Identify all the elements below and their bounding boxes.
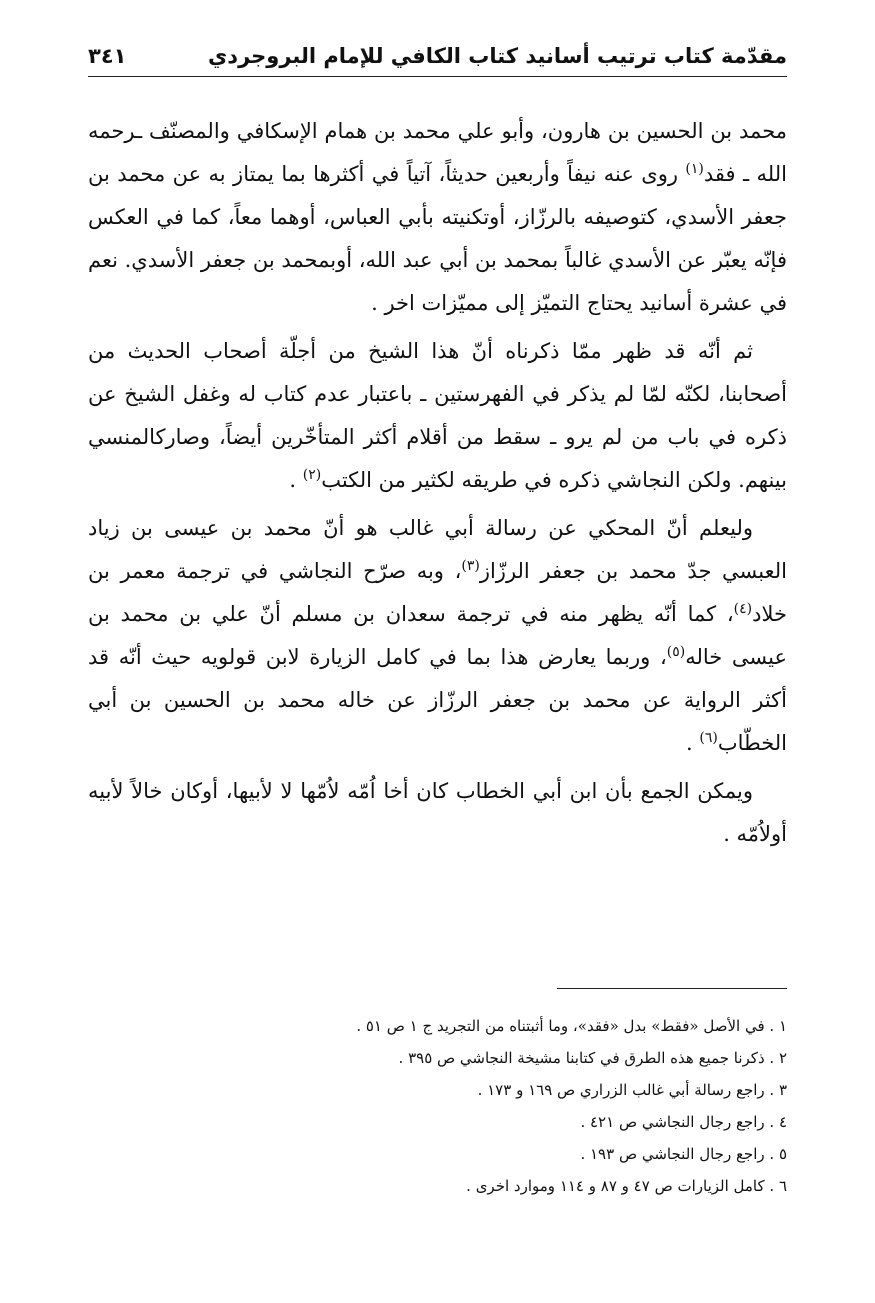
footnote-divider <box>557 988 787 989</box>
paragraph-text: . <box>289 468 303 492</box>
footnote-marker[interactable]: (٢) <box>302 467 322 483</box>
footnote-item: ٦ . كامل الزيارات ص ٤٧ و ٨٧ و ١١٤ وموارد اخرى . <box>466 1177 787 1195</box>
paragraph <box>88 507 787 765</box>
footnote-item: ٥ . راجع رجال النجاشي ص ١٩٣ . <box>580 1145 787 1163</box>
footnote-item: ٤ . راجع رجال النجاشي ص ٤٢١ . <box>580 1113 787 1131</box>
footnotes-list <box>88 1010 787 1202</box>
paragraph-text: ثم أنّه قد ظهر ممّا ذكرناه أنّ هذا الشيخ من أجلّة أصحاب الحديث من أصحابنا، لكنّه لمّا لم يذكر في الفهرستين ـ باعتبار عدم كتاب له وغفل الشيخ عن ذكره في باب من لم يرو ـ سقط من أقلام أكثر المتأخّرين أيضاً، وصاركالمنسي بينهم. ولكن النجاشي ذكره في طريقه لكثير من الكتب <box>88 339 787 492</box>
main-text <box>88 110 787 856</box>
footnote-marker[interactable]: (٦) <box>699 730 718 746</box>
footnote-item: ١ . في الأصل «فقط» بدل «فقد»، وما أثبتناه من التجريد ج ١ ص ٥١ . <box>356 1017 787 1035</box>
header-title: مقدّمة كتاب ترتيب أسانيد كتاب الكافي للإمام البروجردي <box>208 44 787 68</box>
paragraph-text: ويمكن الجمع بأن ابن أبي الخطاب كان أخا اُمّه لاُمّها لا لأبيها، أوكان خالاً لأبيه أولاُمّه . <box>88 779 787 846</box>
running-header <box>88 36 787 77</box>
paragraph-text: ، كما أنّه يظهر منه في ترجمة سعدان بن مسلم أنّ علي بن محمد بن عيسى خاله <box>88 602 787 669</box>
paragraph-text: ، وبه صرّح النجاشي في ترجمة معمر بن خلاد <box>88 559 787 626</box>
footnote-item: ٢ . ذكرنا جميع هذه الطرق في كتابنا مشيخة النجاشي ص ٣٩٥ . <box>398 1049 787 1067</box>
footnote-marker[interactable]: (٣) <box>461 558 480 574</box>
paragraph <box>88 770 787 856</box>
footnote-marker[interactable]: (٤) <box>733 601 753 617</box>
paragraph-text: روى عنه نيفاً وأربعين حديثاً، آتياً في أكثرها بما يمتاز به عن محمد بن جعفر الأسدي، كتوصيفه بالرزّاز، أوتكنيته بأبي العباس، أوهما معاً، كما في العكس فإنّه يعبّر عن الأسدي غالباً بمحمد بن أبي عبد الله، أوبمحمد بن جعفر الأسدي. نعم في عشرة أسانيد يحتاج التميّز إلى مميّزات اخر . <box>88 162 787 315</box>
paragraph-text: وليعلم أنّ المحكي عن رسالة أبي غالب هو أنّ محمد بن عيسى بن زياد العبسي جدّ محمد بن جعفر الرزّاز <box>88 516 787 583</box>
paragraph <box>88 110 787 325</box>
paragraph-text: محمد بن الحسين بن هارون، وأبو علي محمد بن همام الإسكافي والمصنّف ـرحمه الله ـ فقد <box>88 119 787 186</box>
paragraph-text: . <box>685 731 700 755</box>
footnote-marker[interactable]: (٥) <box>666 644 686 660</box>
paragraph <box>88 330 787 502</box>
paragraph-text: ، وربما يعارض هذا بما في كامل الزيارة لابن قولويه حيث أنّه قد أكثر الرواية عن محمد بن جعفر الرزّاز عن خاله محمد بن الحسين بن أبي الخطّاب <box>88 645 787 755</box>
footnote-item: ٣ . راجع رسالة أبي غالب الزراري ص ١٦٩ و ١٧٣ . <box>477 1081 787 1099</box>
footnote-marker[interactable]: (١) <box>685 161 704 177</box>
page-number: ٣٤١ <box>88 44 127 68</box>
